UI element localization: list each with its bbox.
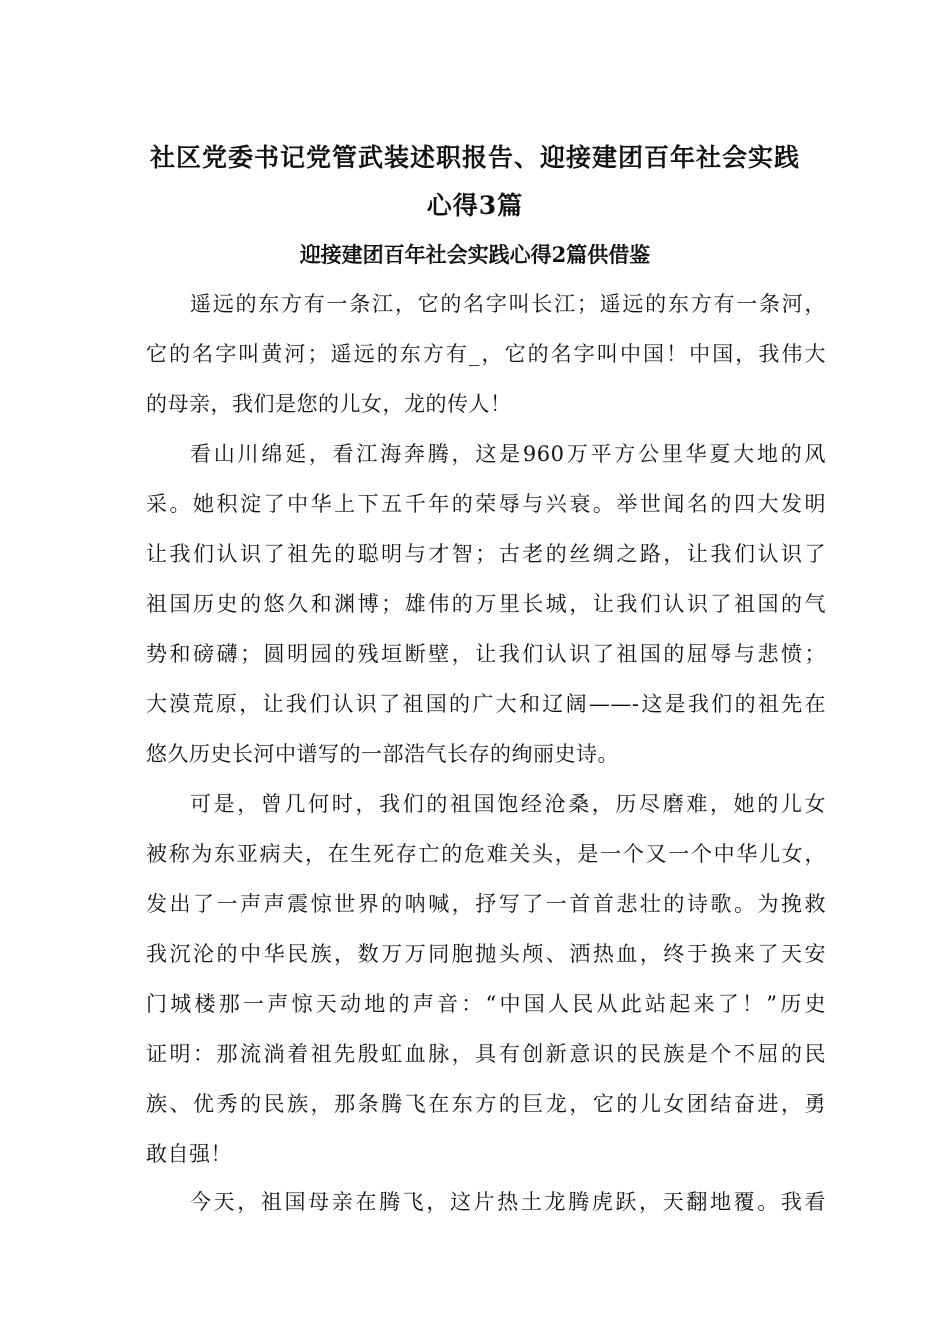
paragraph-2-line-2: 采。她积淀了中华上下五千年的荣辱与兴衰。举世闻名的四大发明: [146, 492, 826, 516]
document-subtitle: 迎接建团百年社会实践心得2篇供借鉴: [299, 242, 651, 267]
paragraph-3-line-6: 证明：那流淌着祖先殷虹血脉，具有创新意识的民族是个不屈的民: [146, 1042, 826, 1066]
paragraph-4-line-1: 今天，祖国母亲在腾飞，这片热土龙腾虎跃，天翻地覆。我看: [190, 1190, 826, 1214]
paragraph-1-line-1: 遥远的东方有一条江，它的名字叫长江；遥远的东方有一条河，: [190, 292, 826, 316]
document-title-line-2: 心得3篇: [426, 191, 524, 220]
paragraph-3-line-8: 敢自强！: [146, 1142, 232, 1166]
document-title-line-1: 社区党委书记党管武装述职报告、迎接建团百年社会实践: [149, 143, 800, 172]
paragraph-3-line-5: 门城楼那一声惊天动地的声音：“中国人民从此站起来了！”历史: [146, 992, 826, 1016]
paragraph-2-line-3: 让我们认识了祖先的聪明与才智；古老的丝绸之路，让我们认识了: [146, 542, 826, 566]
paragraph-2-line-7: 悠久历史长河中谱写的一部浩气长存的绚丽史诗。: [146, 742, 619, 766]
paragraph-3-line-4: 我沉沦的中华民族，数万万同胞抛头颅、洒热血，终于换来了天安: [146, 942, 826, 966]
paragraph-2-line-1: 看山川绵延，看江海奔腾，这是960万平方公里华夏大地的风: [190, 442, 826, 466]
paragraph-2-line-4: 祖国历史的悠久和渊博；雄伟的万里长城，让我们认识了祖国的气: [146, 592, 826, 616]
paragraph-3-line-7: 族、优秀的民族，那条腾飞在东方的巨龙，它的儿女团结奋进，勇: [146, 1092, 826, 1116]
paragraph-3-line-2: 被称为东亚病夫，在生死存亡的危难关头，是一个又一个中华儿女，: [146, 842, 826, 866]
paragraph-1-line-3: 的母亲，我们是您的儿女，龙的传人！: [146, 392, 512, 416]
paragraph-3-line-3: 发出了一声声震惊世界的呐喊，抒写了一首首悲壮的诗歌。为挽救: [146, 892, 826, 916]
paragraph-1-line-2: 它的名字叫黄河；遥远的东方有_，它的名字叫中国！中国，我伟大: [146, 342, 826, 366]
paragraph-2-line-6: 大漠荒原，让我们认识了祖国的广大和辽阔——-这是我们的祖先在: [146, 692, 826, 716]
paragraph-2-line-5: 势和磅礴；圆明园的残垣断壁，让我们认识了祖国的屈辱与悲愤；: [146, 642, 826, 666]
paragraph-3-line-1: 可是，曾几何时，我们的祖国饱经沧桑，历尽磨难，她的儿女: [190, 792, 826, 816]
